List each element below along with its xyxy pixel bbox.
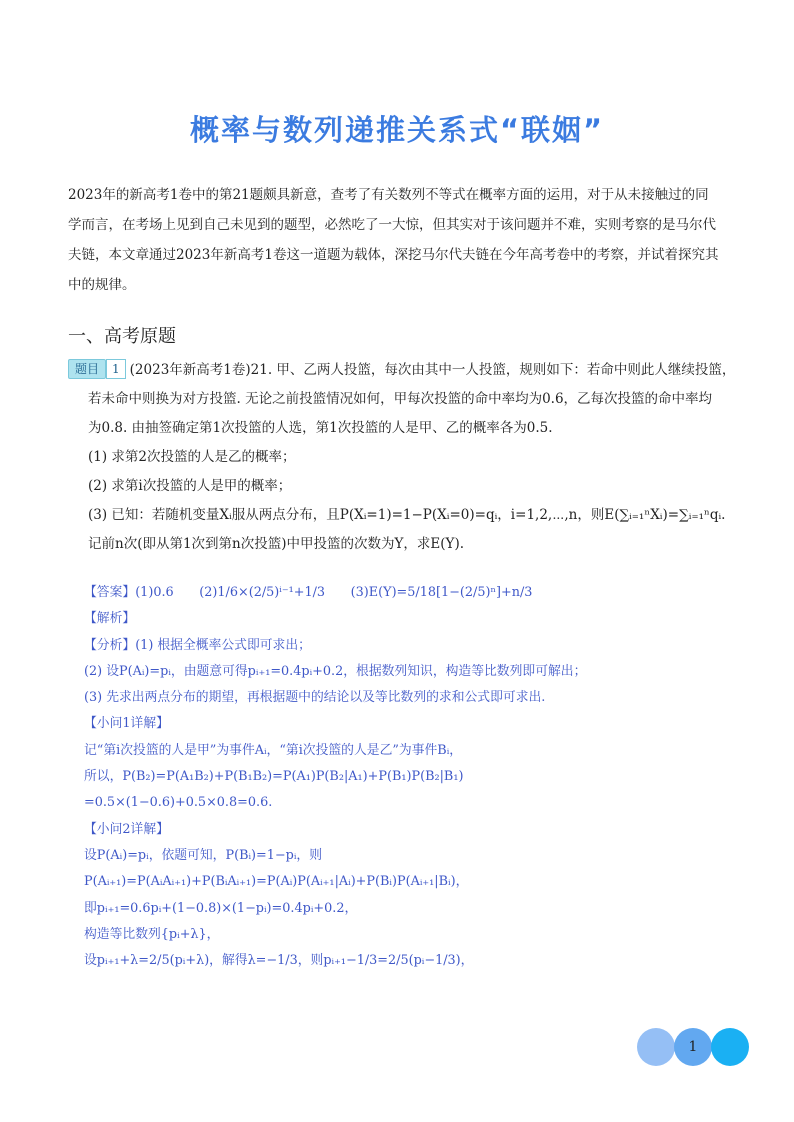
problem-text: (2023年新高考1卷)21. 甲、乙两人投篮，每次由其中一人投篮，规则如下：若命中则此人继续投篮，: [129, 362, 736, 378]
problem-block: [68, 356, 738, 559]
problem-tag-number: 1: [106, 359, 126, 379]
problem-line: 为0.8. 由抽签确定第1次投篮的人选，第1次投篮的人是甲、乙的概率各为0.5.: [88, 420, 553, 436]
problem-line: (3) 已知：若随机变量Xᵢ服从两点分布，且P(Xᵢ=1)=1−P(Xᵢ=0)=qᵢ，i=1,2,⋯,n，则E(∑ᵢ₌₁ⁿXᵢ)=∑ᵢ₌₁ⁿqᵢ.: [88, 507, 726, 523]
solution-line: 设pᵢ₊₁+λ=2/5(pᵢ+λ)，解得λ=−1/3，则pᵢ₊₁−1/3=2/5(pᵢ−1/3)，: [84, 953, 474, 969]
page-title: 概率与数列递推关系式“联姻”: [189, 113, 605, 147]
intro-paragraph: [68, 180, 728, 300]
problem-tag: 题目: [68, 359, 106, 379]
page-number-badge: [637, 1028, 749, 1066]
solution-line: 所以，P(B₂)=P(A₁B₂)+P(B₁B₂)=P(A₁)P(B₂|A₁)+P(B₁)P(B₂|B₁): [84, 769, 464, 785]
solution-line: 【分析】(1) 根据全概率公式即可求出；: [84, 637, 311, 653]
solution-line: P(Aᵢ₊₁)=P(AᵢAᵢ₊₁)+P(BᵢAᵢ₊₁)=P(Aᵢ)P(Aᵢ₊₁|Aᵢ)+P(Bᵢ)P(Aᵢ₊₁|Bᵢ)，: [84, 874, 469, 890]
solution-header: 【小问2详解】: [84, 821, 169, 837]
solution-block: [84, 580, 744, 974]
problem-line: (1) 求第2次投篮的人是乙的概率；: [88, 449, 296, 465]
intro-line: 2023年的新高考1卷中的第21题颇具新意，查考了有关数列不等式在概率方面的运用，对于从未接触过的同: [68, 187, 709, 203]
section-title: 一、高考原题: [68, 326, 176, 347]
solution-line: 设P(Aᵢ)=pᵢ，依题可知，P(Bᵢ)=1−pᵢ，则: [84, 847, 322, 863]
solution-line: 构造等比数列{pᵢ+λ}，: [84, 926, 220, 942]
intro-line: 学而言，在考场上见到自己未见到的题型，必然吃了一大惊，但其实对于该问题并不难，实则考察的是马尔代: [68, 217, 716, 233]
solution-line: 记“第i次投篮的人是甲”为事件Aᵢ，“第i次投篮的人是乙”为事件Bᵢ，: [84, 742, 463, 758]
problem-line: 记前n次(即从第1次到第n次投篮)中甲投篮的次数为Y，求E(Y).: [88, 536, 465, 552]
problem-line: [68, 356, 738, 385]
decor-circle: [711, 1028, 749, 1066]
answer-line: 【答案】(1)0.6 (2)1/6×(2/5)ⁱ⁻¹+1/3 (3)E(Y)=5/18[1−(2/5)ⁿ]+n/3: [84, 585, 533, 600]
page-number: 1: [688, 1039, 698, 1055]
decor-circle: [637, 1028, 675, 1066]
solution-header: 【小问1详解】: [84, 716, 169, 732]
solution-line: 即pᵢ₊₁=0.6pᵢ+(1−0.8)×(1−pᵢ)=0.4pᵢ+0.2，: [84, 900, 358, 916]
problem-line: 若未命中则换为对方投篮. 无论之前投篮情况如何，甲每次投篮的命中率均为0.6，乙每次投篮的命中率均: [88, 391, 713, 407]
solution-line: (3) 先求出两点分布的期望，再根据题中的结论以及等比数列的求和公式即可求出.: [84, 690, 546, 706]
problem-line: (2) 求第i次投篮的人是甲的概率；: [88, 478, 292, 494]
solution-header: 【解析】: [84, 611, 136, 627]
intro-line: 中的规律。: [68, 277, 136, 293]
solution-line: (2) 设P(Aᵢ)=pᵢ，由题意可得pᵢ₊₁=0.4pᵢ+0.2，根据数列知识，构造等比数列即可解出；: [84, 663, 587, 679]
intro-line: 夫链，本文章通过2023年新高考1卷这一道题为载体，深挖马尔代夫链在今年高考卷中的考察，并试着探究其: [68, 247, 719, 263]
solution-line: =0.5×(1−0.6)+0.5×0.8=0.6.: [84, 795, 273, 811]
